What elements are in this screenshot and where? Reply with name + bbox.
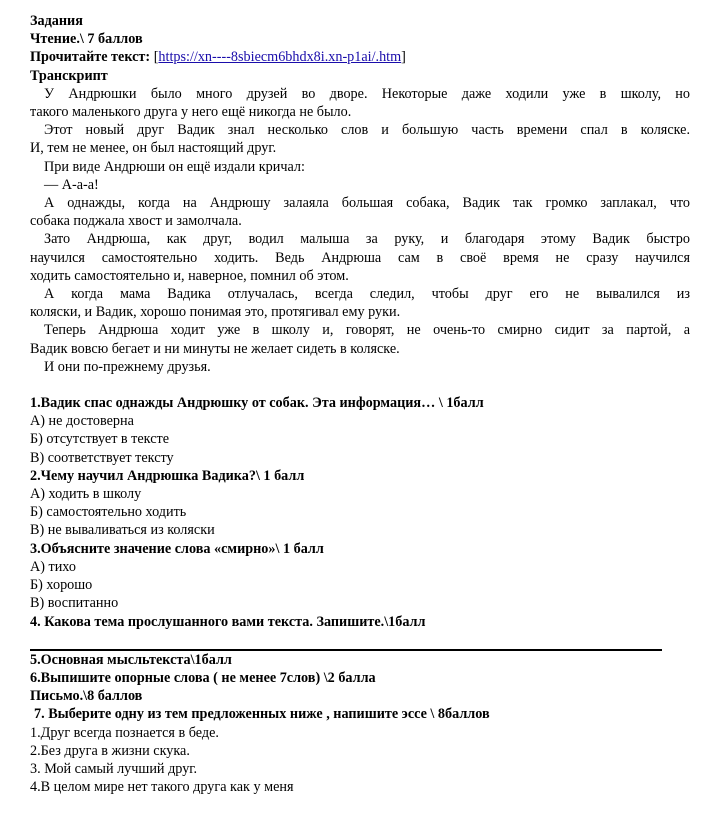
answer-option: Б) самостоятельно ходить xyxy=(30,504,187,521)
text-line: Зато Андрюша, как друг, водил малыша за руку, и благодаря этому Вадик быстро xyxy=(44,231,690,248)
questions-block xyxy=(30,394,690,631)
essay-topic: 3. Мой самый лучший друг. xyxy=(30,760,198,777)
question-5: 5.Основная мысльтекста\1балл xyxy=(30,651,232,668)
text-line: А однажды, когда на Андрюшу залаяла большая собака, Вадик так громко заплакал, что xyxy=(44,195,690,212)
answer-option: А) ходить в школу xyxy=(30,486,142,503)
text-line: У Андрюшки было много друзей во дворе. Некоторые даже ходили уже в школу, но xyxy=(44,85,690,102)
essay-topic: 1.Друг всегда познается в беде. xyxy=(30,724,219,741)
link-bracket-open: [ xyxy=(153,49,159,66)
read-text-line xyxy=(30,48,690,66)
essay-topic: 2.Без друга в жизни скука. xyxy=(30,742,190,759)
question-4: 4. Какова тема прослушанного вами текста. Запишите.\1балл xyxy=(30,613,426,630)
text-line: И, тем не менее, он был настоящий друг. xyxy=(30,140,277,157)
text-line: Теперь Андрюша ходит уже в школу и, говорят, не очень-то смирно сидит за партой, а xyxy=(44,322,690,339)
answer-option: А) не достоверна xyxy=(30,413,134,430)
link-bracket-close: ] xyxy=(401,49,406,66)
reading-section-heading: Чтение.\ 7 баллов xyxy=(30,31,143,48)
answer-option: В) не вываливаться из коляски xyxy=(30,522,215,539)
text-line: ходить самостоятельно и, наверное, помнил об этом. xyxy=(30,267,349,284)
essay-topic: 4.В целом мире нет такого друга как у меня xyxy=(30,779,294,796)
transcript-heading: Транскрипт xyxy=(30,67,108,84)
question-2: 2.Чему научил Андрюшка Вадика?\ 1 балл xyxy=(30,467,305,484)
text-line: Вадик вовсю бегает и ни минуты не желает сидеть в коляске. xyxy=(30,340,400,357)
answer-option: Б) отсутствует в тексте xyxy=(30,431,170,448)
lower-questions-block xyxy=(30,651,690,797)
text-line: научился самостоятельно ходить. Ведь Андрюша сам в своё время не сразу научился xyxy=(30,249,690,266)
answer-option: В) соответствует тексту xyxy=(30,449,174,466)
answer-option: Б) хорошо xyxy=(30,577,93,594)
answer-option: А) тихо xyxy=(30,558,76,575)
read-text-label: Прочитайте текст: xyxy=(30,49,151,66)
text-hyperlink[interactable]: https://xn----8sbiecm6bhdx8i.xn-p1ai/.htm xyxy=(158,49,402,66)
question-3: 3.Объясните значение слова «смирно»\ 1 балл xyxy=(30,540,324,557)
text-line: И они по-прежнему друзья. xyxy=(44,358,211,375)
text-line: коляски, и Вадик, хорошо понимая это, протягивал ему руки. xyxy=(30,304,401,321)
spacer xyxy=(30,376,690,394)
question-1: 1.Вадик спас однажды Андрюшку от собак. Эта информация… \ 1балл xyxy=(30,395,484,412)
text-line: — А-а-а! xyxy=(44,176,99,193)
text-line: Этот новый друг Вадик знал несколько слов и большую часть времени спал в коляске. xyxy=(44,122,690,139)
text-line: А когда мама Вадика отлучалась, всегда следил, чтобы друг его не вывалился из xyxy=(44,286,690,303)
text-line: При виде Андрюши он ещё издали кричал: xyxy=(44,158,305,175)
doc-title: Задания xyxy=(30,13,83,29)
transcript-body xyxy=(30,85,690,376)
text-line: такого маленького друга у него ещё никогда не было. xyxy=(30,104,352,121)
question-6: 6.Выпишите опорные слова ( не менее 7слов) \2 балла xyxy=(30,669,376,686)
answer-option: В) воспитанно xyxy=(30,595,119,612)
writing-section-heading: Письмо.\8 баллов xyxy=(30,688,143,705)
text-line: собака поджала хвост и замолчала. xyxy=(30,213,242,230)
question-7: 7. Выберите одну из тем предложенных ниже , напишите эссе \ 8баллов xyxy=(34,706,490,723)
